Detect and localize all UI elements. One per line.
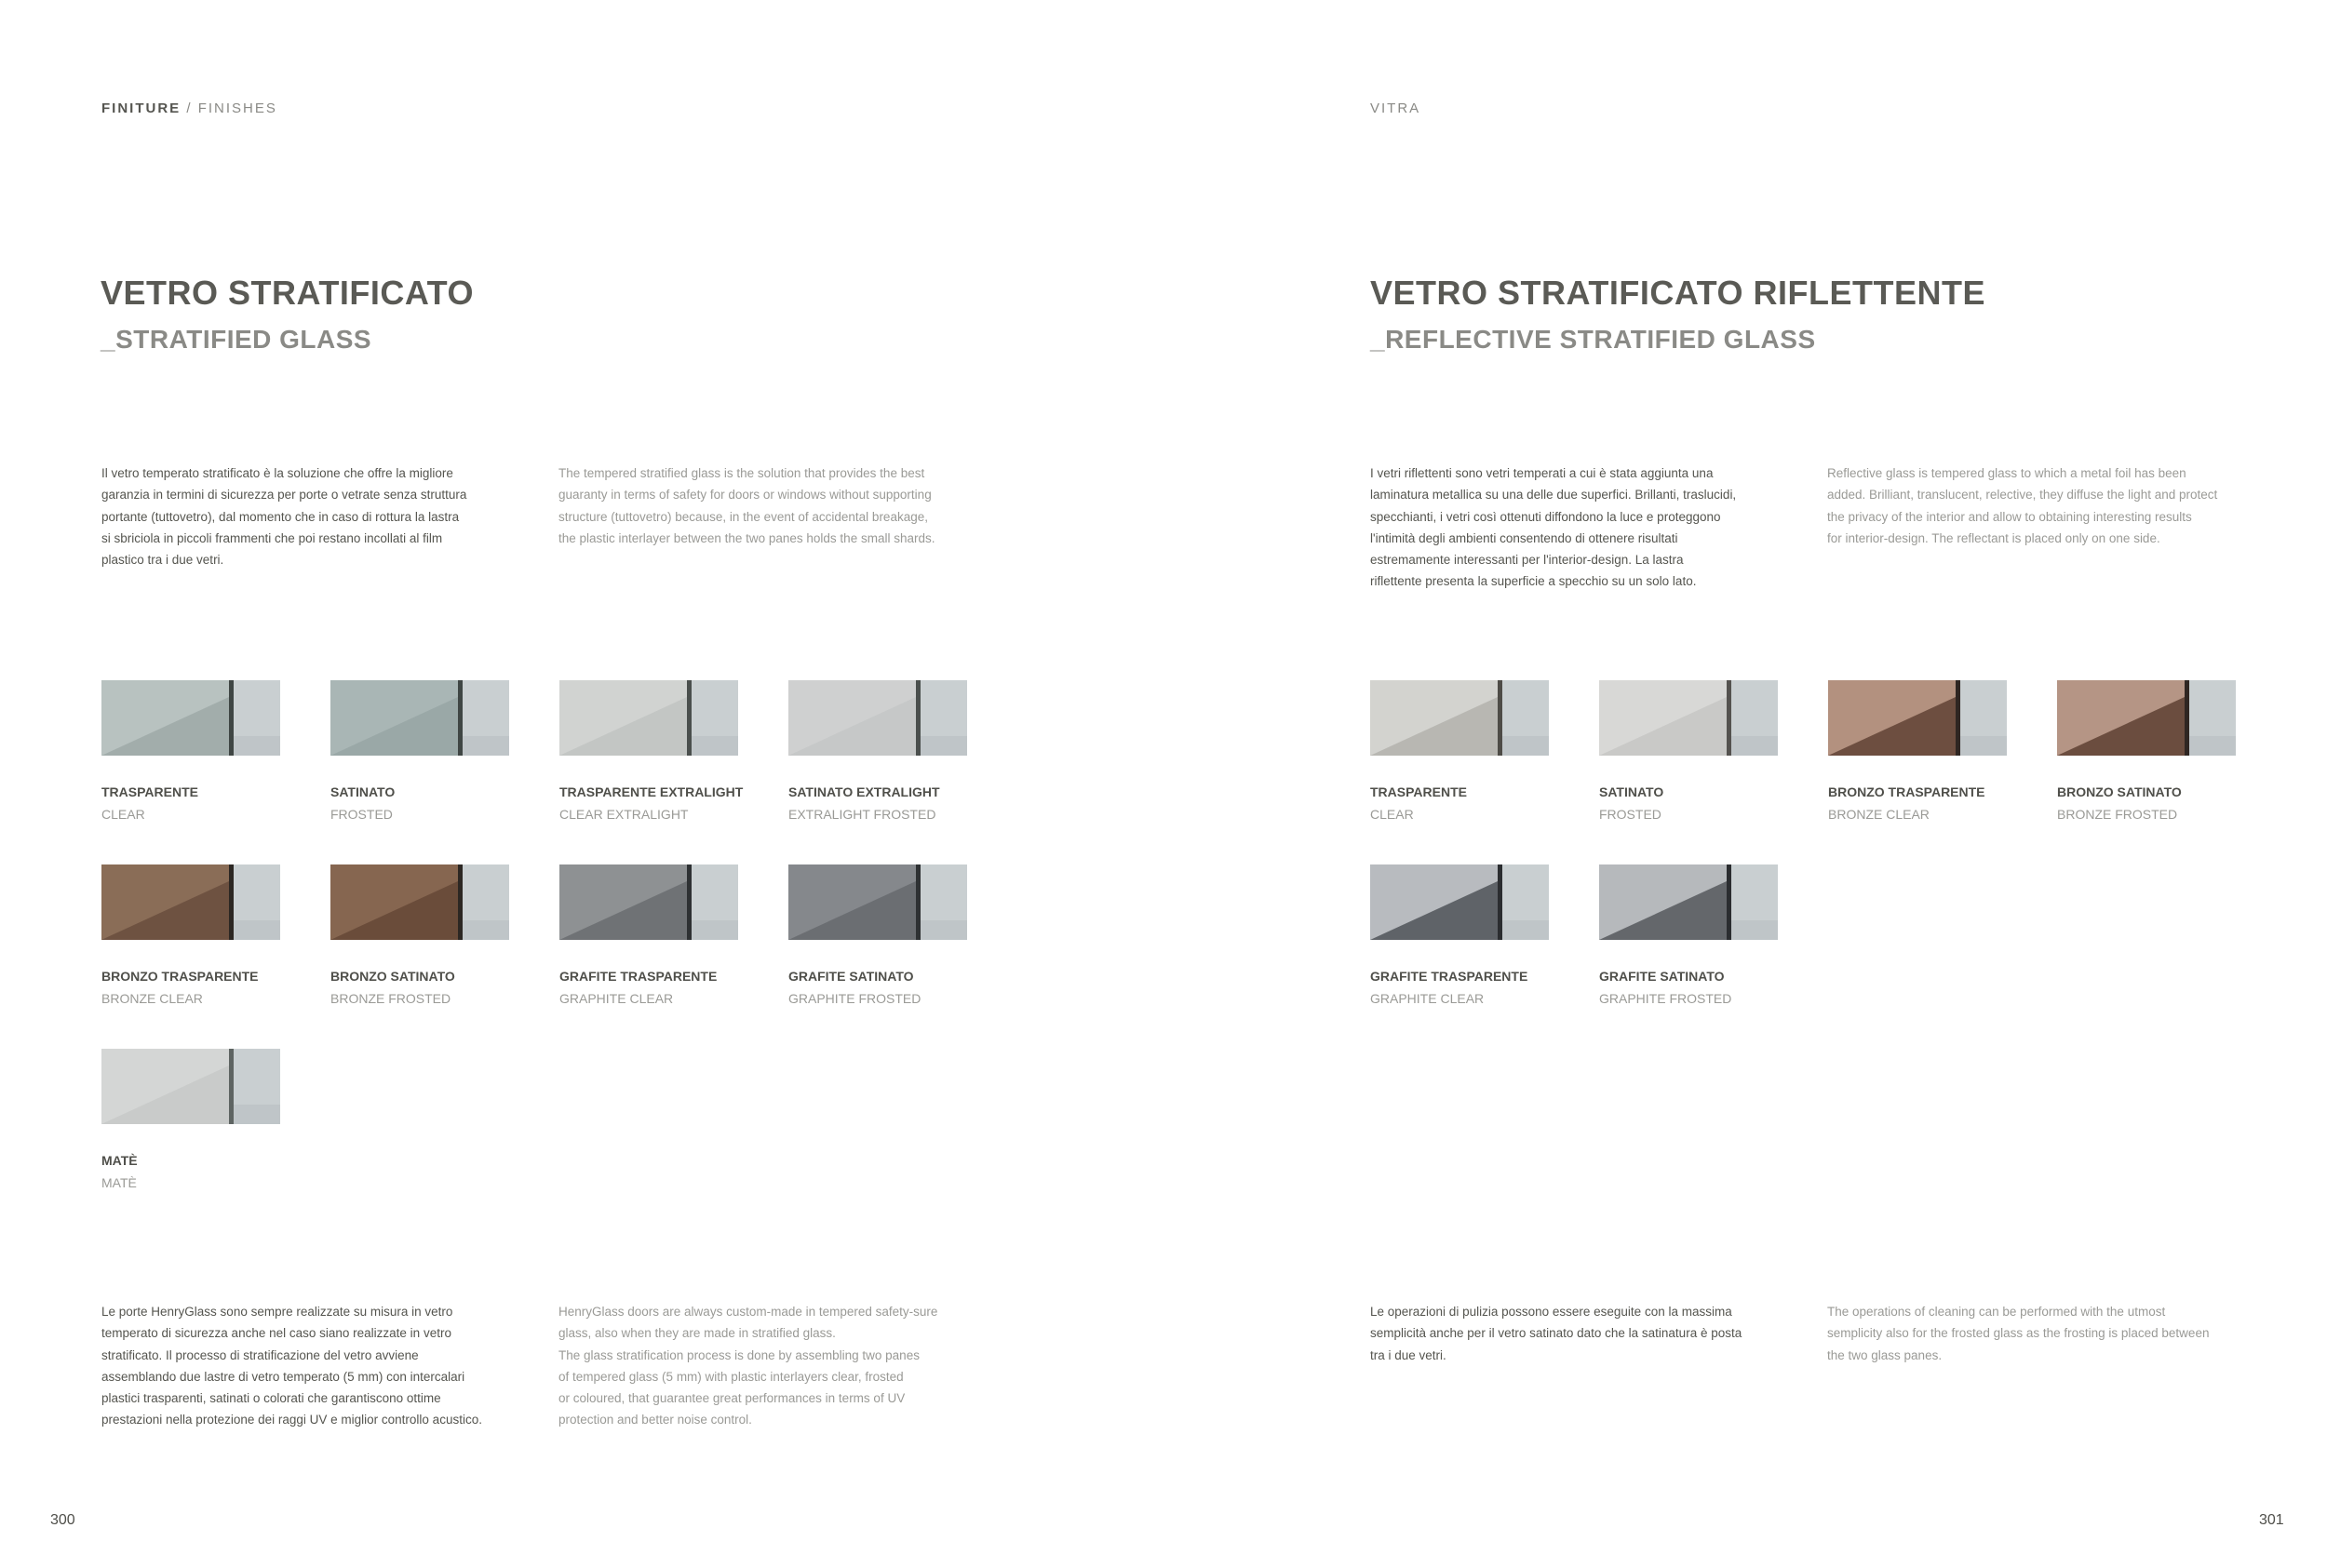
glass-swatch: [1370, 680, 1549, 756]
section-label-secondary: FINISHES: [197, 101, 277, 116]
swatch-name: MATÈ: [101, 1153, 138, 1168]
swatch-subtitle: GRAPHITE FROSTED: [788, 991, 921, 1006]
intro-italian: Il vetro temperato stratificato è la soluzione che offre la migliore garanzia in termini di sicurezza per porte o vetrate senza struttura portante (tuttovetro), dal momento che in caso di rottura la lastra si sbriciola in piccoli frammenti che poi restano incollati al film plastico tra i due vetri.: [101, 466, 467, 568]
note-italian: Le porte HenryGlass sono sempre realizzate su misura in vetro temperato di sicurezza anche nel caso siano realizzate in vetro stratificato. Il processo di stratificazione del vetro avviene assemblando due lastre di vetro temperato (5 mm) con intercalari plastici trasparenti, satinati o colorati che garantiscono ottime prestazioni nella protezione dei raggi UV e miglior controllo acustico.: [101, 1305, 482, 1427]
intro-english: Reflective glass is tempered glass to which a metal foil has been added. Brilliant, translucent, relective, they diffuse the light and protect the privacy of the interior and allow to obtaining interesting results for interior-design. The reflectant is placed only on one side.: [1827, 466, 2218, 545]
swatch-name: TRASPARENTE: [101, 784, 198, 799]
swatch-subtitle: FROSTED: [330, 807, 393, 822]
swatch-subtitle: CLEAR EXTRALIGHT: [559, 807, 689, 822]
note-english: HenryGlass doors are always custom-made in tempered safety-sure glass, also when they are made in stratified glass. The glass stratification process is done by assembling two panes of tempered glass (5 mm) with plastic interlayers clear, frosted or coloured, that guarantee great performances in terms of UV protection and better noise control.: [558, 1305, 938, 1427]
section-label-separator: /: [181, 101, 198, 116]
glass-swatch: [1370, 864, 1549, 940]
swatch-name: SATINATO EXTRALIGHT: [788, 784, 940, 799]
swatch-subtitle: EXTRALIGHT FROSTED: [788, 807, 936, 822]
section-label: [101, 101, 277, 116]
glass-swatch: [1599, 864, 1778, 940]
swatch-subtitle: GRAPHITE CLEAR: [1370, 991, 1485, 1006]
swatch-name: SATINATO: [330, 784, 396, 799]
swatch-subtitle: CLEAR: [1370, 807, 1414, 822]
swatch-subtitle: CLEAR: [101, 807, 145, 822]
glass-swatch: [1599, 680, 1778, 756]
glass-swatch: [559, 680, 738, 756]
swatch-subtitle: FROSTED: [1599, 807, 1661, 822]
swatch-name: BRONZO TRASPARENTE: [1828, 784, 1985, 799]
section-label-primary: FINITURE: [101, 101, 182, 116]
swatch-name: GRAFITE TRASPARENTE: [1370, 969, 1528, 984]
swatch-name: TRASPARENTE EXTRALIGHT: [559, 784, 744, 799]
page-title: VETRO STRATIFICATO RIFLETTENTE: [1370, 274, 1985, 312]
note-english: The operations of cleaning can be performed with the utmost semplicity also for the frosted glass as the frosting is placed between the two glass panes.: [1827, 1305, 2210, 1362]
page-number: 300: [50, 1512, 75, 1528]
glass-swatch: [330, 680, 509, 756]
swatch-subtitle: MATÈ: [101, 1175, 137, 1190]
swatch-subtitle: GRAPHITE CLEAR: [559, 991, 674, 1006]
glass-swatch: [101, 680, 280, 756]
intro-italian: I vetri riflettenti sono vetri temperati a cui è stata aggiunta una laminatura metallica su una delle due superfici. Brillanti, traslucidi, specchianti, i vetri così ottenuti diffondono la luce e proteggono l'intimità degli ambienti consentendo di ottenere risultati estremamente interessanti per l'interior-design. La lastra riflettente presenta la superficie a specchio su un solo lato.: [1370, 466, 1737, 589]
swatch-name: BRONZO TRASPARENTE: [101, 969, 259, 984]
swatch-name: BRONZO SATINATO: [330, 969, 455, 984]
swatch-name: GRAFITE SATINATO: [788, 969, 914, 984]
swatch-subtitle: BRONZE CLEAR: [1828, 807, 1930, 822]
swatch-subtitle: BRONZE FROSTED: [2057, 807, 2178, 822]
glass-swatch: [1828, 680, 2007, 756]
section-label: VITRA: [1370, 101, 1421, 116]
intro-english: The tempered stratified glass is the solution that provides the best guaranty in terms of safety for doors or windows without supporting structure (tuttovetro) because, in the event of accidental breakage, the plastic interlayer between the two panes holds the small shards.: [558, 466, 935, 545]
swatch-subtitle: BRONZE FROSTED: [330, 991, 451, 1006]
swatch-name: TRASPARENTE: [1370, 784, 1467, 799]
note-italian: Le operazioni di pulizia possono essere eseguite con la massima semplicità anche per il vetro satinato dato che la satinatura è posta tra i due vetri.: [1370, 1305, 1742, 1362]
glass-swatch: [559, 864, 738, 940]
glass-swatch: [788, 680, 967, 756]
page-subtitle: _REFLECTIVE STRATIFIED GLASS: [1370, 325, 1816, 354]
page-title: VETRO STRATIFICATO: [101, 274, 474, 312]
glass-swatch: [788, 864, 967, 940]
swatch-name: BRONZO SATINATO: [2057, 784, 2182, 799]
glass-swatch: [101, 864, 280, 940]
page-subtitle: _STRATIFIED GLASS: [101, 325, 372, 354]
swatch-subtitle: BRONZE CLEAR: [101, 991, 203, 1006]
glass-swatch: [101, 1049, 280, 1124]
glass-swatch: [330, 864, 509, 940]
page-number: 301: [2259, 1512, 2284, 1528]
swatch-subtitle: GRAPHITE FROSTED: [1599, 991, 1732, 1006]
right-page: [1164, 0, 2327, 1568]
glass-swatch: [2057, 680, 2236, 756]
swatch-name: GRAFITE SATINATO: [1599, 969, 1725, 984]
swatch-name: GRAFITE TRASPARENTE: [559, 969, 718, 984]
swatch-name: SATINATO: [1599, 784, 1664, 799]
